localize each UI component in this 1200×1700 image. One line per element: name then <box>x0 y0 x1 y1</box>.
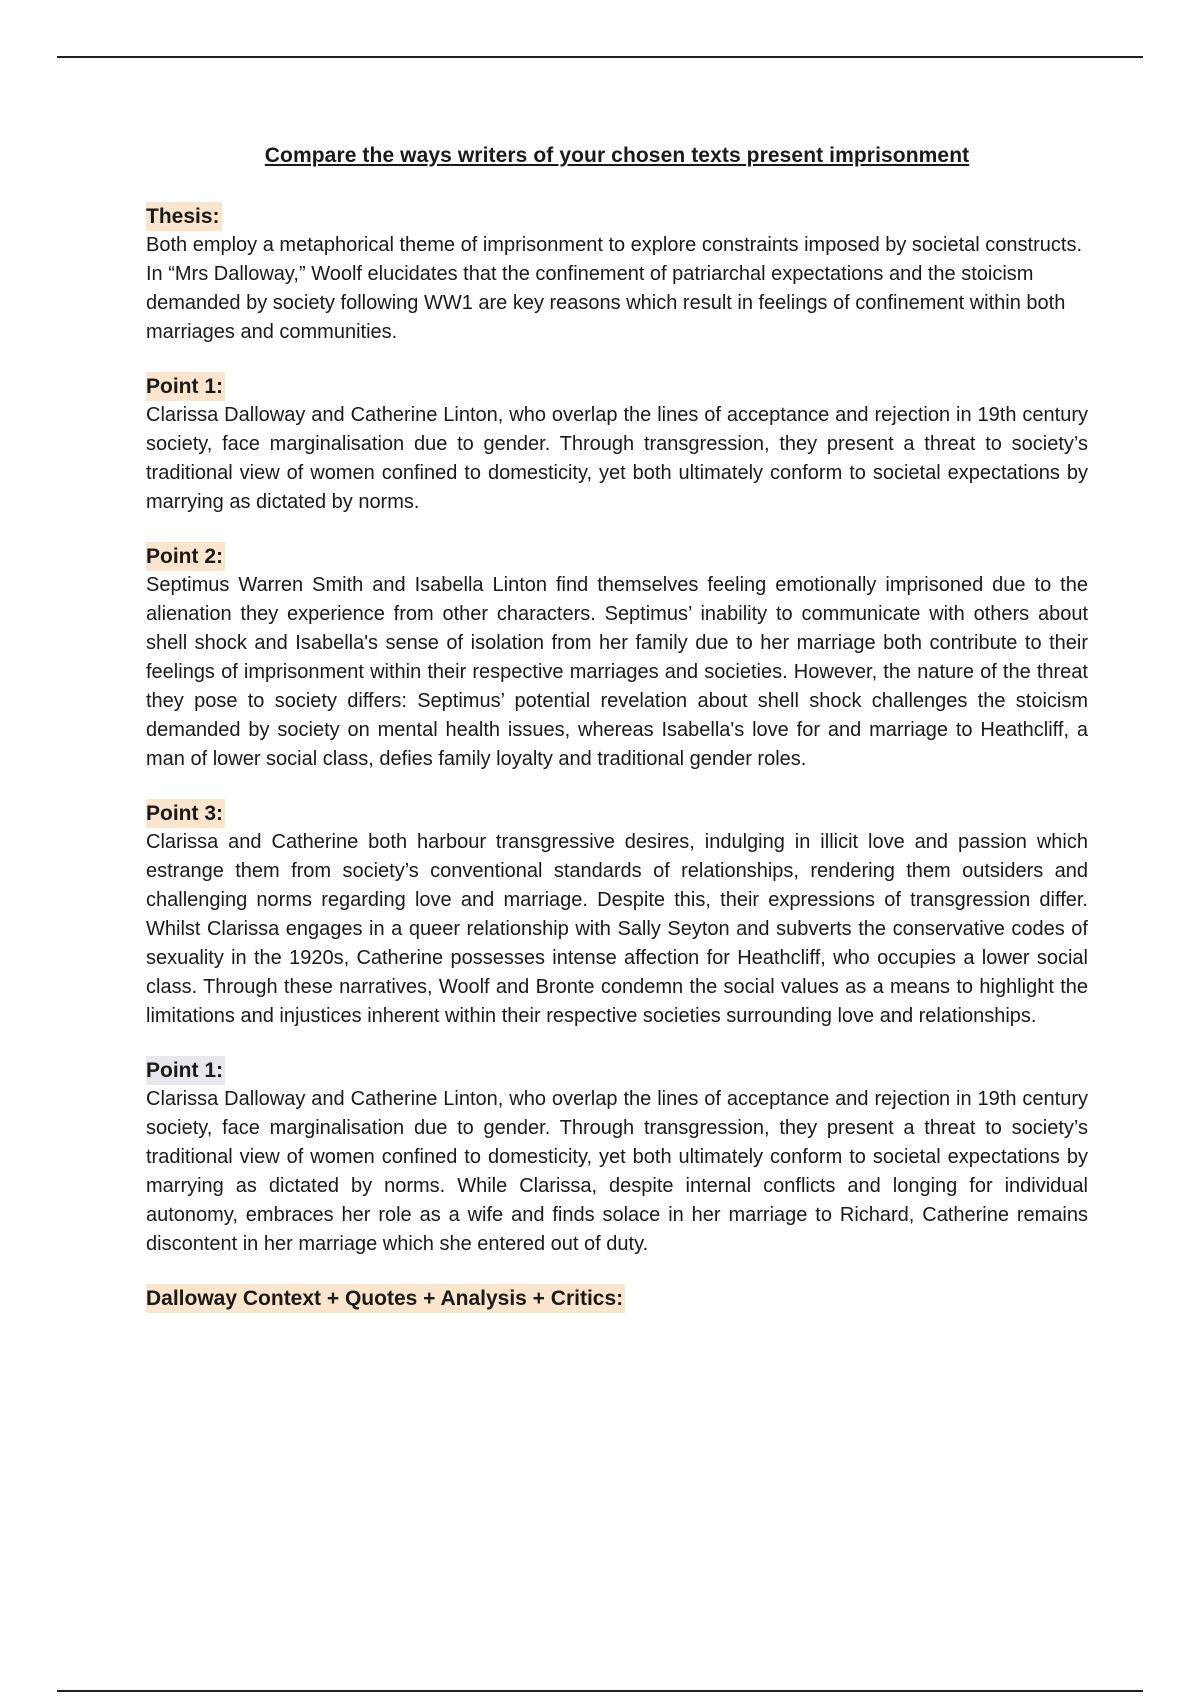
point-1-text: Clarissa Dalloway and Catherine Linton, who overlap the lines of acceptance and rejection in 19th century society, face marginalisation due to gender. Through transgression, they present a threat to society’s traditional view of women confined to domesticity, yet both ultimately conform to societal expectations by marrying as dictated by norms. <box>146 404 1088 513</box>
document-body <box>146 140 1088 1338</box>
point-1-revised-section <box>146 1056 1088 1259</box>
point-2-heading: Point 2: <box>146 542 225 571</box>
point-2-text: Septimus Warren Smith and Isabella Linton find themselves feeling emotionally imprisoned due to the alienation they experience from other characters. Septimus’ inability to communicate with others about shell shock and Isabella's sense of isolation from her family due to her marriage both contribute to their feelings of imprisonment within their respective marriages and societies. However, the nature of the threat they pose to society differs: Septimus’ potential revelation about shell shock challenges the stoicism demanded by society on mental health issues, whereas Isabella's love for and marriage to Heathcliff, a man of lower social class, defies family loyalty and traditional gender roles. <box>146 574 1088 770</box>
point-2-section <box>146 542 1088 774</box>
point-3-heading: Point 3: <box>146 799 225 828</box>
point-3-section <box>146 799 1088 1031</box>
thesis-heading: Thesis: <box>146 202 222 231</box>
document-title: Compare the ways writers of your chosen texts present imprisonment <box>264 144 970 167</box>
dalloway-context-section <box>146 1284 1088 1313</box>
dalloway-context-heading: Dalloway Context + Quotes + Analysis + Critics: <box>146 1284 625 1313</box>
point-1-section <box>146 372 1088 517</box>
bottom-page-rule <box>57 1690 1143 1692</box>
top-page-rule <box>57 56 1143 58</box>
point-3-text: Clarissa and Catherine both harbour transgressive desires, indulging in illicit love and passion which estrange them from society’s conventional standards of relationships, rendering them outsiders and challenging norms regarding love and marriage. Despite this, their expressions of transgression differ. Whilst Clarissa engages in a queer relationship with Sally Seyton and subverts the conservative codes of sexuality in the 1920s, Catherine possesses intense affection for Heathcliff, who occupies a lower social class. Through these narratives, Woolf and Bronte condemn the social values as a means to highlight the limitations and injustices inherent within their respective societies surrounding love and relationships. <box>146 831 1088 1027</box>
point-1-revised-text: Clarissa Dalloway and Catherine Linton, who overlap the lines of acceptance and rejection in 19th century society, face marginalisation due to gender. Through transgression, they present a threat to society’s traditional view of women confined to domesticity, yet both ultimately conform to societal expectations by marrying as dictated by norms. While Clarissa, despite internal conflicts and longing for individual autonomy, embraces her role as a wife and finds solace in her marriage to Richard, Catherine remains discontent in her marriage which she entered out of duty. <box>146 1088 1088 1255</box>
thesis-text: Both employ a metaphorical theme of imprisonment to explore constraints imposed by societal constructs. In “Mrs Dalloway,” Woolf elucidates that the confinement of patriarchal expectations and the stoicism demanded by society following WW1 are key reasons which result in feelings of confinement within both marriages and communities. <box>146 234 1082 343</box>
point-1-heading: Point 1: <box>146 372 225 401</box>
point-1-revised-heading: Point 1: <box>146 1056 225 1085</box>
thesis-section <box>146 202 1088 347</box>
